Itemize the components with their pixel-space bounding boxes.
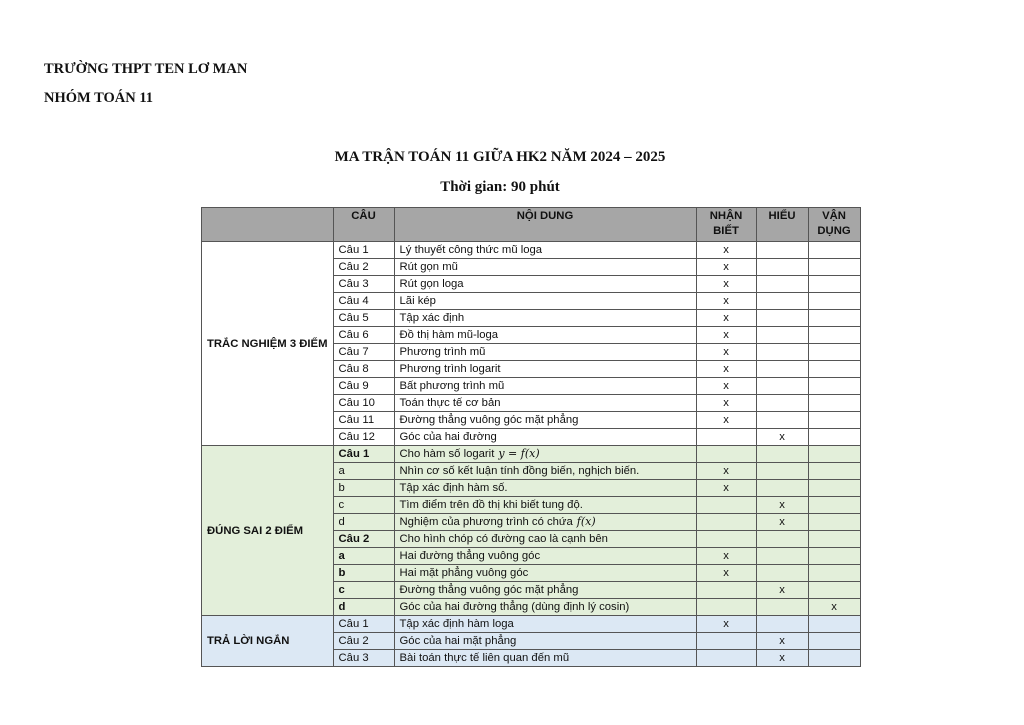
noi-dung-text: Cho hàm số logarit (399, 448, 495, 460)
noi-dung-text: Nhìn cơ số kết luận tính đồng biến, nghịch biến. (399, 465, 640, 477)
noi-dung-cell (394, 616, 696, 633)
cau-cell: a (333, 548, 394, 565)
level-mark-nb: x (696, 327, 756, 344)
cau-cell: Câu 3 (333, 276, 394, 293)
level-mark-vd (808, 259, 860, 276)
level-mark-nb: x (696, 378, 756, 395)
level-mark-nb: x (696, 293, 756, 310)
noi-dung-text: Rút gọn loga (399, 278, 464, 290)
level-mark-vd (808, 344, 860, 361)
level-mark-h (756, 242, 808, 259)
cau-cell: c (333, 497, 394, 514)
level-mark-nb: x (696, 616, 756, 633)
level-mark-nb: x (696, 565, 756, 582)
cau-cell: Câu 12 (333, 429, 394, 446)
noi-dung-text: Đồ thị hàm mũ-loga (399, 329, 499, 341)
level-mark-vd (808, 531, 860, 548)
level-mark-h (756, 412, 808, 429)
noi-dung-text: Đường thẳng vuông góc mặt phẳng (399, 414, 579, 426)
noi-dung-text: Tập xác định (399, 312, 465, 324)
noi-dung-text: Tìm điểm trên đồ thị khi biết tung độ. (399, 499, 583, 511)
document-title: MA TRẬN TOÁN 11 GIỮA HK2 NĂM 2024 – 2025 (334, 149, 666, 165)
cau-cell: a (333, 463, 394, 480)
cau-cell: c (333, 582, 394, 599)
col-header-nhan-biet: NHẬN BIẾT (696, 208, 756, 242)
noi-dung-cell (394, 514, 696, 531)
level-mark-vd: x (808, 599, 860, 616)
noi-dung-text: Góc của hai mặt phẳng (399, 635, 517, 647)
level-mark-vd (808, 565, 860, 582)
cau-cell: Câu 3 (333, 650, 394, 667)
cau-cell: b (333, 565, 394, 582)
level-mark-nb: x (696, 259, 756, 276)
level-mark-h (756, 276, 808, 293)
noi-dung-text: Phương trình mũ (399, 346, 486, 358)
level-mark-h: x (756, 497, 808, 514)
level-mark-nb (696, 514, 756, 531)
noi-dung-cell (394, 412, 696, 429)
noi-dung-cell (394, 633, 696, 650)
level-mark-h: x (756, 650, 808, 667)
level-mark-vd (808, 480, 860, 497)
level-mark-nb: x (696, 361, 756, 378)
noi-dung-text: Rút gọn mũ (399, 261, 458, 273)
level-mark-vd (808, 514, 860, 531)
table-header-row (202, 208, 861, 242)
cau-cell: Câu 2 (333, 259, 394, 276)
level-mark-vd (808, 446, 860, 463)
level-mark-h (756, 480, 808, 497)
group-name: NHÓM TOÁN 11 (44, 90, 154, 106)
level-mark-h (756, 310, 808, 327)
noi-dung-cell (394, 361, 696, 378)
noi-dung-text: Bài toán thực tế liên quan đến mũ (399, 652, 570, 664)
level-mark-nb: x (696, 344, 756, 361)
level-mark-vd (808, 582, 860, 599)
noi-dung-cell (394, 378, 696, 395)
cau-cell: Câu 2 (333, 633, 394, 650)
noi-dung-text: Phương trình logarit (399, 363, 501, 375)
level-mark-nb: x (696, 480, 756, 497)
level-mark-vd (808, 327, 860, 344)
noi-dung-text: Hai đường thẳng vuông góc (399, 550, 541, 562)
level-mark-vd (808, 395, 860, 412)
col-header-van-dung: VẬN DỤNG (808, 208, 860, 242)
noi-dung-cell (394, 599, 696, 616)
noi-dung-cell (394, 497, 696, 514)
level-mark-vd (808, 616, 860, 633)
level-mark-nb (696, 429, 756, 446)
level-mark-h (756, 463, 808, 480)
level-mark-nb (696, 531, 756, 548)
noi-dung-text: Hai mặt phẳng vuông góc (399, 567, 529, 579)
level-mark-h (756, 378, 808, 395)
cau-cell: Câu 2 (333, 531, 394, 548)
level-mark-nb: x (696, 276, 756, 293)
noi-dung-text: Lãi kép (399, 295, 436, 307)
noi-dung-cell (394, 463, 696, 480)
level-mark-vd (808, 412, 860, 429)
table-row (202, 242, 861, 259)
level-mark-h (756, 616, 808, 633)
level-mark-h (756, 293, 808, 310)
noi-dung-text: Toán thực tế cơ bản (399, 397, 501, 409)
level-mark-nb: x (696, 412, 756, 429)
noi-dung-cell (394, 259, 696, 276)
level-mark-vd (808, 429, 860, 446)
level-mark-vd (808, 633, 860, 650)
level-mark-vd (808, 361, 860, 378)
noi-dung-text: Bất phương trình mũ (399, 380, 505, 392)
cau-cell: Câu 11 (333, 412, 394, 429)
level-mark-nb (696, 497, 756, 514)
level-mark-h: x (756, 429, 808, 446)
col-header-cau: CÂU (333, 208, 394, 242)
math-expression: y = f(x) (498, 447, 540, 460)
level-mark-vd (808, 463, 860, 480)
noi-dung-text: Đường thẳng vuông góc mặt phẳng (399, 584, 579, 596)
level-mark-vd (808, 497, 860, 514)
level-mark-h (756, 259, 808, 276)
col-header-section (202, 208, 334, 242)
matrix-body (202, 242, 861, 667)
noi-dung-cell (394, 276, 696, 293)
noi-dung-text: Góc của hai đường thẳng (dùng định lý cosin) (399, 601, 630, 613)
level-mark-nb (696, 446, 756, 463)
noi-dung-text: Tập xác định hàm loga (399, 618, 514, 630)
math-expression: f(x) (576, 515, 596, 528)
noi-dung-cell (394, 548, 696, 565)
level-mark-h: x (756, 633, 808, 650)
noi-dung-cell (394, 242, 696, 259)
matrix-table (201, 207, 861, 667)
section-label: TRẮC NGHIỆM 3 ĐIỂM (202, 242, 334, 446)
cau-cell: Câu 5 (333, 310, 394, 327)
col-header-hieu: HIỂU (756, 208, 808, 242)
level-mark-h: x (756, 582, 808, 599)
noi-dung-cell (394, 480, 696, 497)
cau-cell: Câu 1 (333, 616, 394, 633)
col-header-noi-dung: NỘI DUNG (394, 208, 696, 242)
noi-dung-cell (394, 293, 696, 310)
school-name: TRƯỜNG THPT TEN LƠ MAN (44, 61, 248, 77)
noi-dung-text: Cho hình chóp có đường cao là cạnh bên (399, 533, 608, 545)
noi-dung-cell (394, 344, 696, 361)
noi-dung-cell (394, 310, 696, 327)
level-mark-h (756, 548, 808, 565)
level-mark-h (756, 361, 808, 378)
level-mark-h (756, 599, 808, 616)
level-mark-h (756, 395, 808, 412)
level-mark-nb (696, 633, 756, 650)
cau-cell: d (333, 599, 394, 616)
level-mark-vd (808, 650, 860, 667)
noi-dung-cell (394, 565, 696, 582)
table-row (202, 446, 861, 463)
level-mark-vd (808, 378, 860, 395)
table-row (202, 616, 861, 633)
noi-dung-cell (394, 582, 696, 599)
cau-cell: d (333, 514, 394, 531)
noi-dung-cell (394, 395, 696, 412)
noi-dung-text: Lý thuyết công thức mũ loga (399, 244, 543, 256)
level-mark-nb: x (696, 310, 756, 327)
cau-cell: Câu 1 (333, 446, 394, 463)
level-mark-nb: x (696, 242, 756, 259)
level-mark-h: x (756, 514, 808, 531)
level-mark-h (756, 446, 808, 463)
level-mark-h (756, 565, 808, 582)
cau-cell: Câu 1 (333, 242, 394, 259)
level-mark-h (756, 327, 808, 344)
level-mark-vd (808, 276, 860, 293)
level-mark-nb (696, 582, 756, 599)
noi-dung-text: Góc của hai đường (399, 431, 497, 443)
level-mark-nb: x (696, 395, 756, 412)
noi-dung-cell (394, 650, 696, 667)
noi-dung-text: Tập xác định hàm số. (399, 482, 508, 494)
cau-cell: Câu 7 (333, 344, 394, 361)
cau-cell: Câu 9 (333, 378, 394, 395)
level-mark-vd (808, 548, 860, 565)
level-mark-vd (808, 293, 860, 310)
level-mark-vd (808, 242, 860, 259)
level-mark-nb (696, 650, 756, 667)
cau-cell: Câu 8 (333, 361, 394, 378)
cau-cell: Câu 10 (333, 395, 394, 412)
document-subtitle: Thời gian: 90 phút (440, 179, 560, 195)
level-mark-nb: x (696, 463, 756, 480)
level-mark-nb (696, 599, 756, 616)
cau-cell: b (333, 480, 394, 497)
level-mark-h (756, 344, 808, 361)
noi-dung-cell (394, 327, 696, 344)
level-mark-nb: x (696, 548, 756, 565)
section-label: ĐÚNG SAI 2 ĐIỂM (202, 446, 334, 616)
noi-dung-text: Nghiệm của phương trình có chứa (399, 516, 573, 528)
noi-dung-cell (394, 446, 696, 463)
noi-dung-cell (394, 531, 696, 548)
cau-cell: Câu 4 (333, 293, 394, 310)
level-mark-vd (808, 310, 860, 327)
level-mark-h (756, 531, 808, 548)
cau-cell: Câu 6 (333, 327, 394, 344)
section-label: TRẢ LỜI NGẮN (202, 616, 334, 667)
noi-dung-cell (394, 429, 696, 446)
